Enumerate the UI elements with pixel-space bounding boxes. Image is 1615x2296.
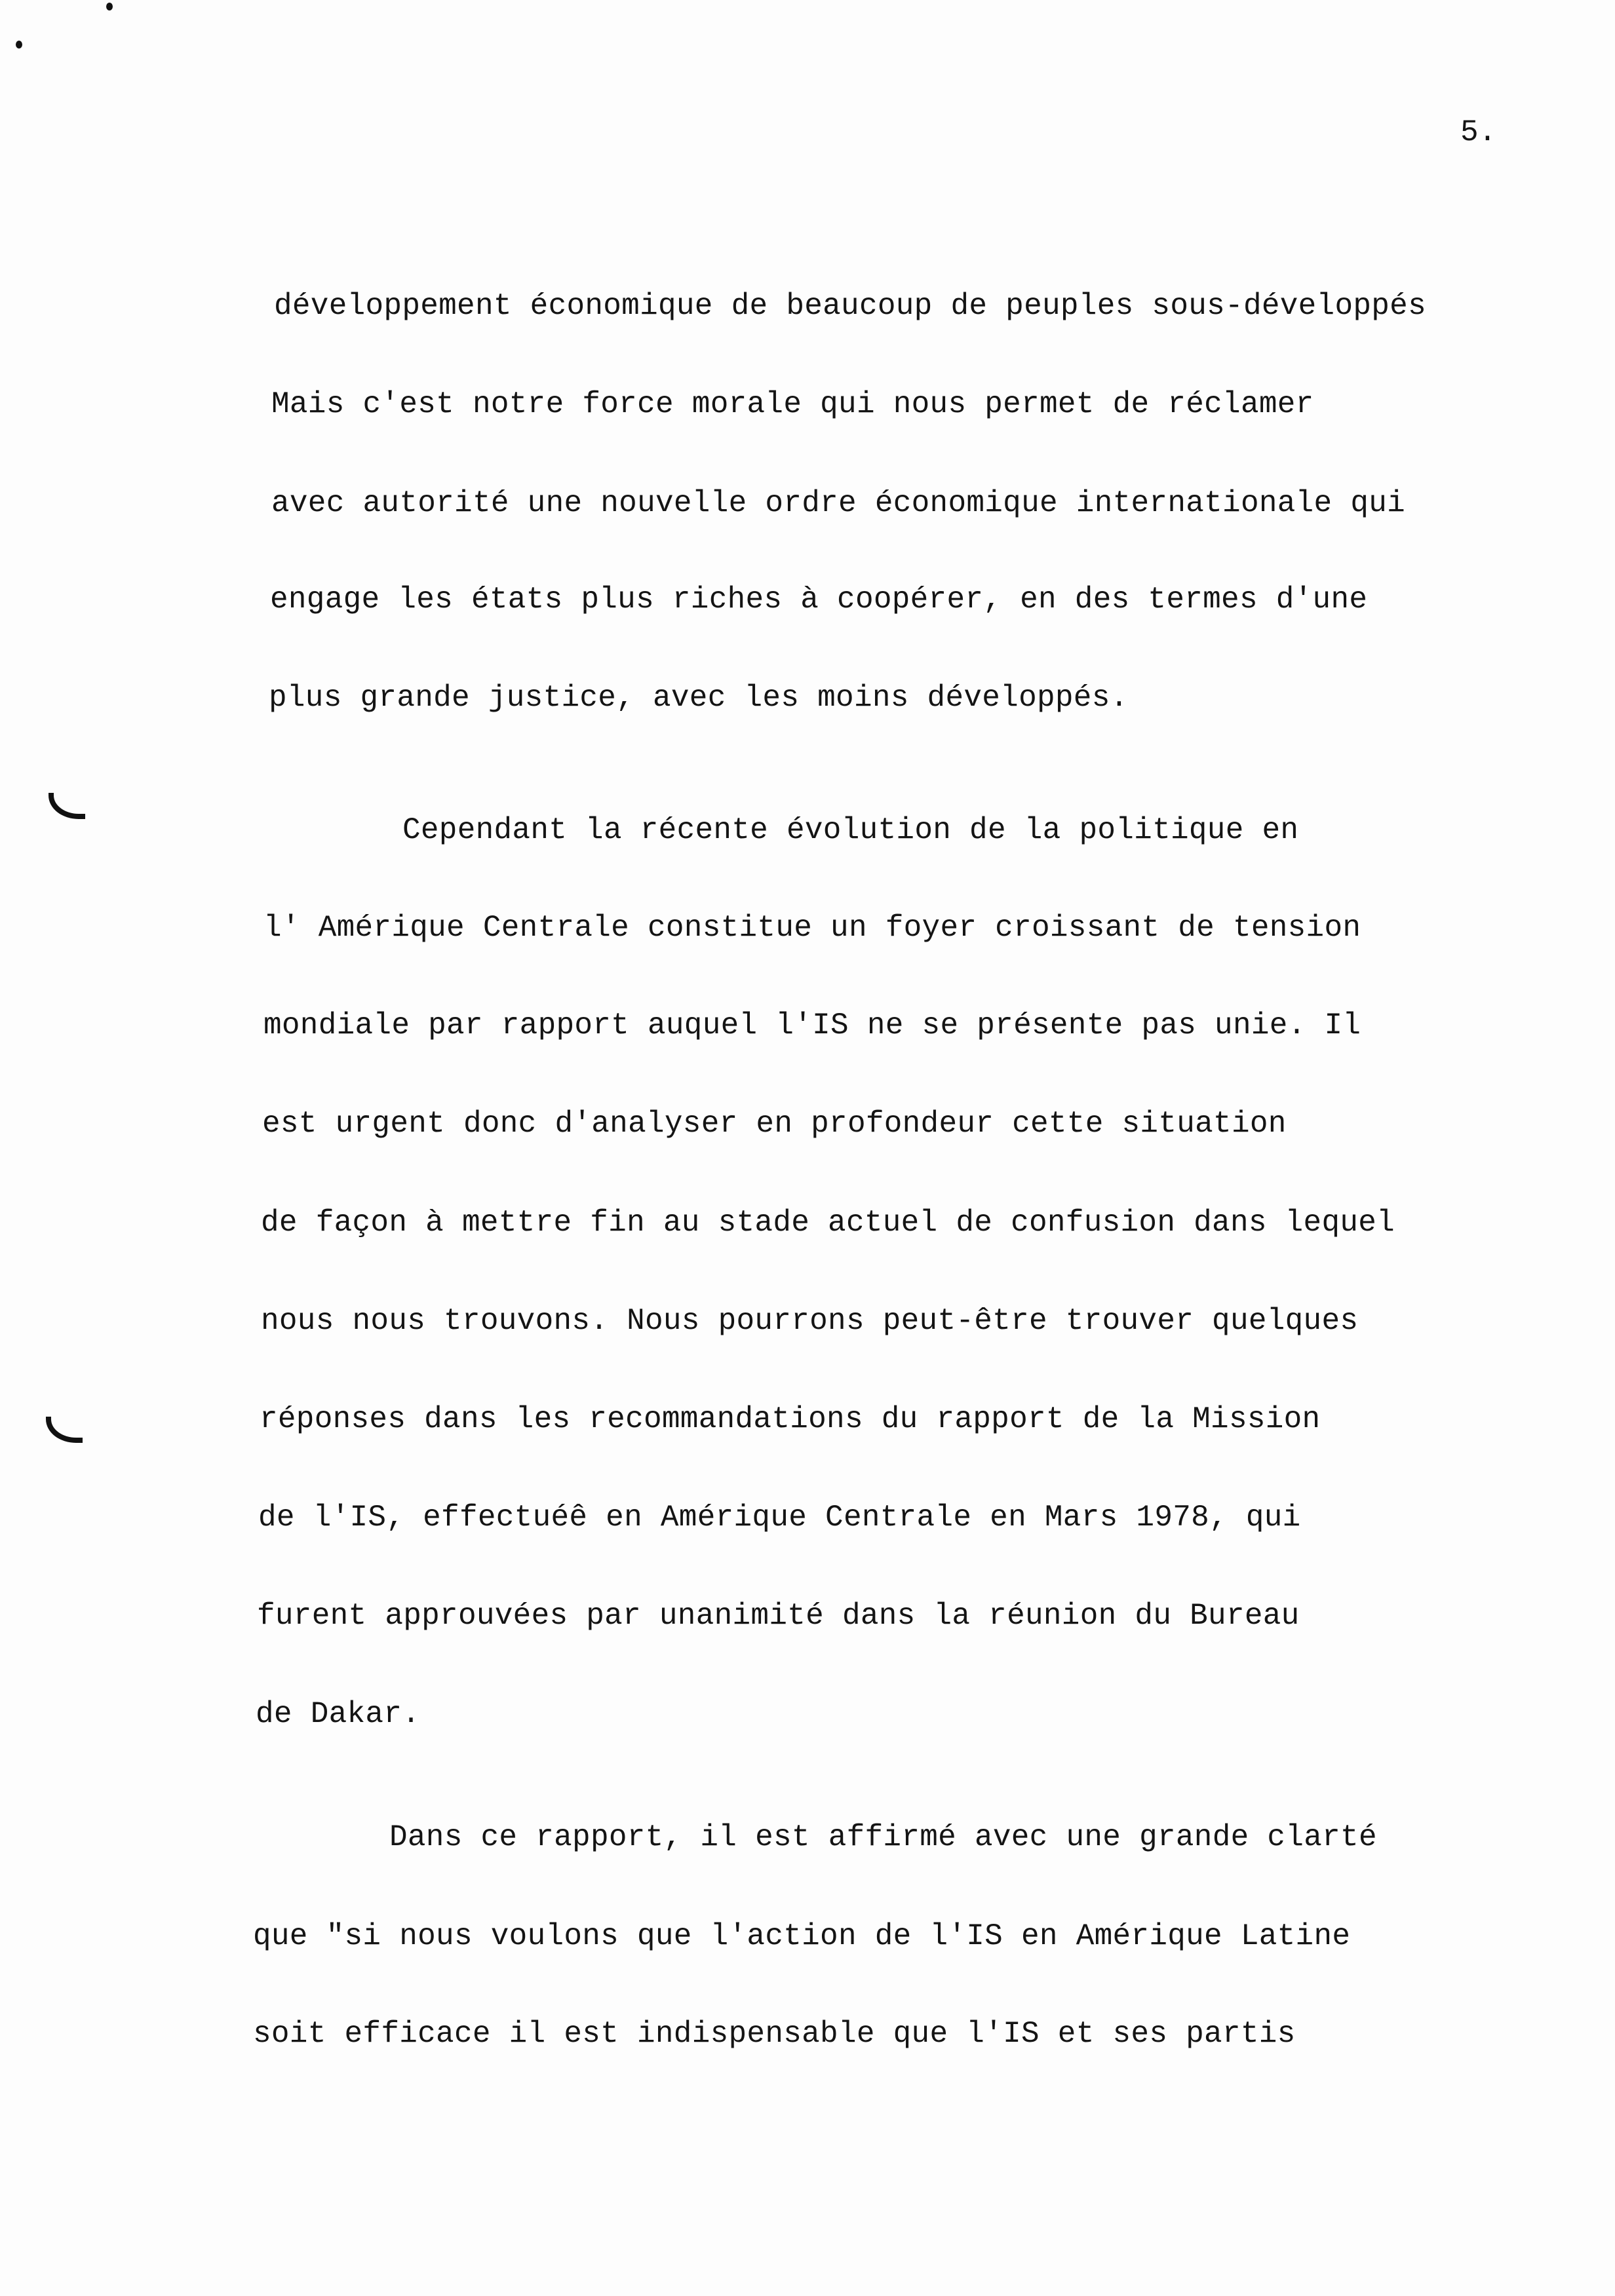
text-line: plus grande justice, avec les moins développés. xyxy=(269,681,1129,715)
text-line: de l'IS, effectuéê en Amérique Centrale en Mars 1978, qui xyxy=(258,1501,1301,1535)
text-line: que "si nous voulons que l'action de l'IS en Amérique Latine xyxy=(253,1919,1351,1953)
text-line: mondiale par rapport auquel l'IS ne se présente pas unie. Il xyxy=(263,1008,1361,1043)
text-line: développement économique de beaucoup de peuples sous-développés xyxy=(274,289,1426,323)
text-line: soit efficace il est indispensable que l'IS et ses partis xyxy=(253,2017,1296,2051)
text-line: Dans ce rapport, il est affirmé avec une grande clarté xyxy=(389,1820,1377,1854)
text-line: furent approuvées par unanimité dans la réunion du Bureau xyxy=(257,1599,1300,1633)
scan-speck xyxy=(16,41,22,48)
text-line: de façon à mettre fin au stade actuel de confusion dans lequel xyxy=(261,1206,1395,1240)
text-line: avec autorité une nouvelle ordre économique internationale qui xyxy=(271,486,1406,520)
text-line: engage les états plus riches à coopérer, en des termes d'une xyxy=(270,583,1368,617)
text-line: de Dakar. xyxy=(256,1697,421,1731)
text-line: réponses dans les recommandations du rapport de la Mission xyxy=(260,1402,1321,1436)
punch-hole-mark xyxy=(49,793,85,819)
text-line: nous nous trouvons. Nous pourrons peut-être trouver quelques xyxy=(261,1304,1359,1338)
page-number: 5. xyxy=(1460,115,1497,149)
text-line: Cependant la récente évolution de la politique en xyxy=(402,813,1299,847)
scan-speck xyxy=(106,3,113,10)
text-line: l' Amérique Centrale constitue un foyer croissant de tension xyxy=(263,911,1361,945)
text-line: est urgent donc d'analyser en profondeur cette situation xyxy=(262,1107,1287,1141)
punch-hole-mark xyxy=(46,1417,83,1443)
text-line: Mais c'est notre force morale qui nous permet de réclamer xyxy=(271,387,1314,421)
